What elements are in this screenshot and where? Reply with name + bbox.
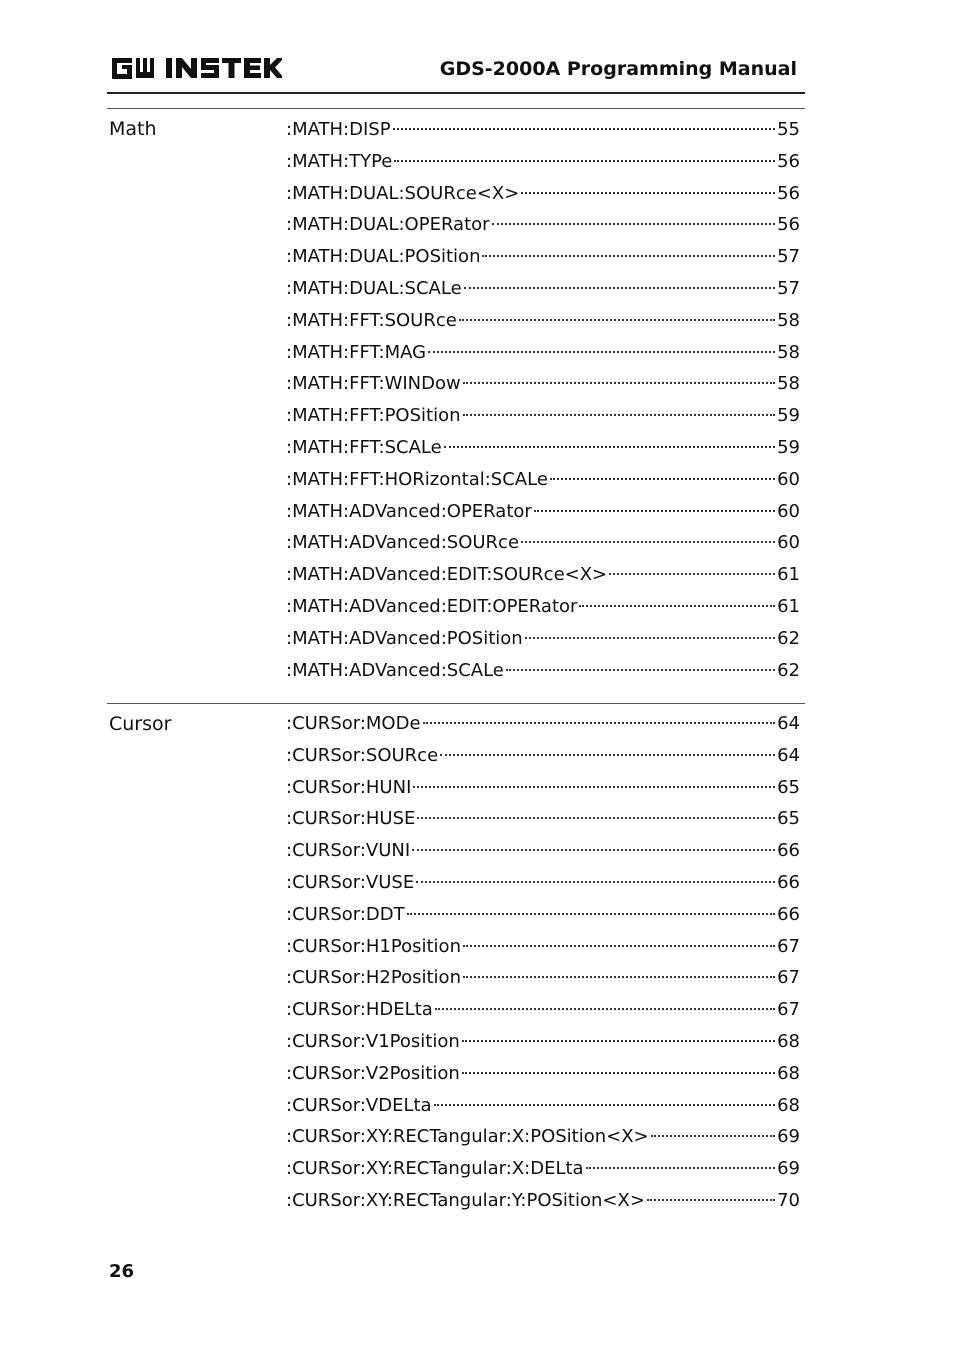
- toc-entry-page: 68: [777, 1030, 800, 1052]
- dot-leader: [417, 817, 775, 819]
- toc-entry-page: 67: [777, 935, 800, 957]
- toc-entry[interactable]: [286, 1121, 800, 1153]
- toc-entry[interactable]: [286, 899, 800, 931]
- toc-entry-page: 56: [777, 214, 800, 236]
- toc-entry-page: 58: [777, 341, 800, 363]
- dot-leader: [462, 1040, 775, 1042]
- section-divider: [107, 108, 805, 109]
- toc-entry-command: :MATH:DUAL:SOURce<X>: [286, 182, 520, 204]
- toc-entry-command: :CURSor:VDELta: [286, 1094, 432, 1116]
- toc-entry[interactable]: [286, 835, 800, 867]
- toc-entry-page: 60: [777, 532, 800, 554]
- gw-instek-logo: [110, 52, 282, 84]
- toc-entry[interactable]: [286, 114, 800, 146]
- toc-entry[interactable]: [286, 803, 800, 835]
- toc-entry[interactable]: [286, 241, 800, 273]
- toc-entry[interactable]: [286, 559, 800, 591]
- toc-entry-command: :MATH:ADVanced:EDIT:SOURce<X>: [286, 564, 608, 586]
- toc-entry[interactable]: [286, 1185, 800, 1217]
- toc-entry-page: 66: [777, 871, 800, 893]
- toc-entry[interactable]: [286, 178, 800, 210]
- dot-leader: [393, 128, 776, 130]
- toc-entry[interactable]: [286, 1090, 800, 1122]
- toc-entry-page: 68: [777, 1062, 800, 1084]
- dot-leader: [521, 192, 775, 194]
- toc-entry-page: 60: [777, 500, 800, 522]
- toc-entry-command: :MATH:ADVanced:POSition: [286, 627, 523, 649]
- dot-leader: [651, 1135, 775, 1137]
- dot-leader: [462, 1072, 775, 1074]
- toc-entry-page: 61: [777, 564, 800, 586]
- toc-entry-page: 70: [777, 1189, 800, 1211]
- toc-entry-command: :CURSor:XY:RECTangular:X:POSition<X>: [286, 1126, 649, 1148]
- dot-leader: [412, 849, 775, 851]
- toc-entry-page: 66: [777, 840, 800, 862]
- toc-entry-command: :MATH:ADVanced:EDIT:OPERator: [286, 595, 578, 617]
- toc-entry-command: :MATH:FFT:HORizontal:SCALe: [286, 468, 548, 490]
- toc-entry-command: :MATH:ADVanced:SOURce: [286, 532, 520, 554]
- toc-entry-page: 65: [777, 776, 800, 798]
- dot-leader: [435, 1008, 775, 1010]
- toc-entry-page: 65: [777, 808, 800, 830]
- toc-entry-command: :CURSor:V1Position: [286, 1030, 460, 1052]
- toc-entry-page: 58: [777, 309, 800, 331]
- toc-entry[interactable]: [286, 994, 800, 1026]
- toc-entry-command: :CURSor:MODe: [286, 713, 421, 734]
- toc-entry-command: :CURSor:XY:RECTangular:X:DELta: [286, 1158, 584, 1180]
- toc-entry[interactable]: [286, 1058, 800, 1090]
- toc-entry[interactable]: [286, 432, 800, 464]
- toc-entry-command: :CURSor:HDELta: [286, 999, 433, 1021]
- toc-entry-page: 62: [777, 627, 800, 649]
- toc-entry-command: :MATH:FFT:POSition: [286, 405, 461, 427]
- toc-entry-command: :CURSor:XY:RECTangular:Y:POSition<X>: [286, 1189, 645, 1211]
- dot-leader: [413, 786, 775, 788]
- toc-entry[interactable]: [286, 962, 800, 994]
- toc-entry-command: :CURSor:V2Position: [286, 1062, 460, 1084]
- toc-entry-command: :MATH:TYPe: [286, 150, 393, 172]
- toc-entry-page: 69: [777, 1126, 800, 1148]
- dot-leader: [550, 478, 775, 480]
- page-number: 26: [109, 1261, 135, 1282]
- toc-entry-list: [286, 708, 800, 1217]
- toc-entry-page: 64: [777, 713, 800, 734]
- toc-entry[interactable]: [286, 772, 800, 804]
- dot-leader: [579, 605, 775, 607]
- toc-entry[interactable]: [286, 591, 800, 623]
- toc-entry[interactable]: [286, 146, 800, 178]
- header-rule: [107, 92, 805, 94]
- toc-entry[interactable]: [286, 400, 800, 432]
- dot-leader: [463, 976, 775, 978]
- toc-entry[interactable]: [286, 655, 800, 687]
- toc-entry[interactable]: [286, 305, 800, 337]
- toc-entry-command: :CURSor:VUNI: [286, 840, 411, 862]
- dot-leader: [609, 573, 775, 575]
- toc-entry-command: :MATH:FFT:MAG: [286, 341, 427, 363]
- section-divider: [107, 703, 805, 704]
- dot-leader: [534, 510, 775, 512]
- dot-leader: [416, 881, 775, 883]
- toc-entry-command: :CURSor:SOURce: [286, 744, 439, 766]
- toc-entry-page: 66: [777, 903, 800, 925]
- toc-entry[interactable]: [286, 209, 800, 241]
- toc-entry-page: 59: [777, 436, 800, 458]
- toc-entry[interactable]: [286, 337, 800, 369]
- toc-entry-list: [286, 114, 800, 686]
- toc-entry-command: :MATH:ADVanced:SCALe: [286, 659, 504, 681]
- dot-leader: [586, 1167, 776, 1169]
- toc-entry[interactable]: [286, 867, 800, 899]
- toc-entry[interactable]: [286, 368, 800, 400]
- toc-entry-command: :CURSor:HUNI: [286, 776, 412, 798]
- toc-entry[interactable]: [286, 931, 800, 963]
- toc-entry-page: 57: [777, 277, 800, 299]
- dot-leader: [463, 382, 775, 384]
- toc-entry-page: 69: [777, 1158, 800, 1180]
- toc-entry[interactable]: [286, 496, 800, 528]
- toc-entry[interactable]: [286, 708, 800, 740]
- toc-entry-page: 56: [777, 150, 800, 172]
- dot-leader: [525, 637, 775, 639]
- toc-entry-page: 67: [777, 999, 800, 1021]
- toc-entry-page: 58: [777, 373, 800, 395]
- dot-leader: [394, 160, 775, 162]
- dot-leader: [506, 669, 775, 671]
- dot-leader: [647, 1199, 775, 1201]
- toc-entry[interactable]: [286, 740, 800, 772]
- toc-entry[interactable]: [286, 1153, 800, 1185]
- toc-entry-command: :MATH:FFT:SCALe: [286, 436, 442, 458]
- toc-entry-command: :MATH:ADVanced:OPERator: [286, 500, 532, 522]
- dot-leader: [444, 446, 775, 448]
- dot-leader: [464, 287, 775, 289]
- toc-entry-page: 64: [777, 744, 800, 766]
- toc-entry-command: :MATH:DUAL:POSition: [286, 246, 481, 268]
- toc-entry[interactable]: [286, 464, 800, 496]
- toc-entry[interactable]: [286, 623, 800, 655]
- toc-entry-command: :CURSor:H2Position: [286, 967, 461, 989]
- dot-leader: [463, 414, 776, 416]
- toc-entry-command: :CURSor:DDT: [286, 903, 405, 925]
- toc-entry[interactable]: [286, 527, 800, 559]
- dot-leader: [463, 945, 775, 947]
- section-title: Cursor: [109, 713, 172, 735]
- toc-entry-page: 60: [777, 468, 800, 490]
- toc-entry-command: :MATH:FFT:WINDow: [286, 373, 461, 395]
- toc-entry-page: 56: [777, 182, 800, 204]
- toc-entry-page: 57: [777, 246, 800, 268]
- dot-leader: [423, 722, 776, 724]
- dot-leader: [407, 913, 775, 915]
- toc-entry-command: :CURSor:H1Position: [286, 935, 461, 957]
- toc-entry-command: :MATH:DISP: [286, 119, 391, 140]
- dot-leader: [434, 1104, 776, 1106]
- toc-entry-page: 67: [777, 967, 800, 989]
- toc-entry-command: :CURSor:HUSE: [286, 808, 416, 830]
- toc-entry-page: 61: [777, 595, 800, 617]
- toc-entry-page: 59: [777, 405, 800, 427]
- toc-entry-command: :CURSor:VUSE: [286, 871, 415, 893]
- dot-leader: [459, 319, 775, 321]
- toc-entry-page: 62: [777, 659, 800, 681]
- toc-entry-page: 68: [777, 1094, 800, 1116]
- toc-entry-command: :MATH:FFT:SOURce: [286, 309, 457, 331]
- dot-leader: [492, 223, 776, 225]
- dot-leader: [521, 541, 775, 543]
- toc-entry-command: :MATH:DUAL:OPERator: [286, 214, 490, 236]
- toc-entry[interactable]: [286, 1026, 800, 1058]
- section-title: Math: [109, 118, 157, 140]
- dot-leader: [440, 754, 775, 756]
- dot-leader: [482, 255, 775, 257]
- manual-title: GDS-2000A Programming Manual: [439, 58, 797, 80]
- dot-leader: [428, 351, 775, 353]
- toc-entry-command: :MATH:DUAL:SCALe: [286, 277, 462, 299]
- toc-entry-page: 55: [777, 119, 800, 140]
- toc-entry[interactable]: [286, 273, 800, 305]
